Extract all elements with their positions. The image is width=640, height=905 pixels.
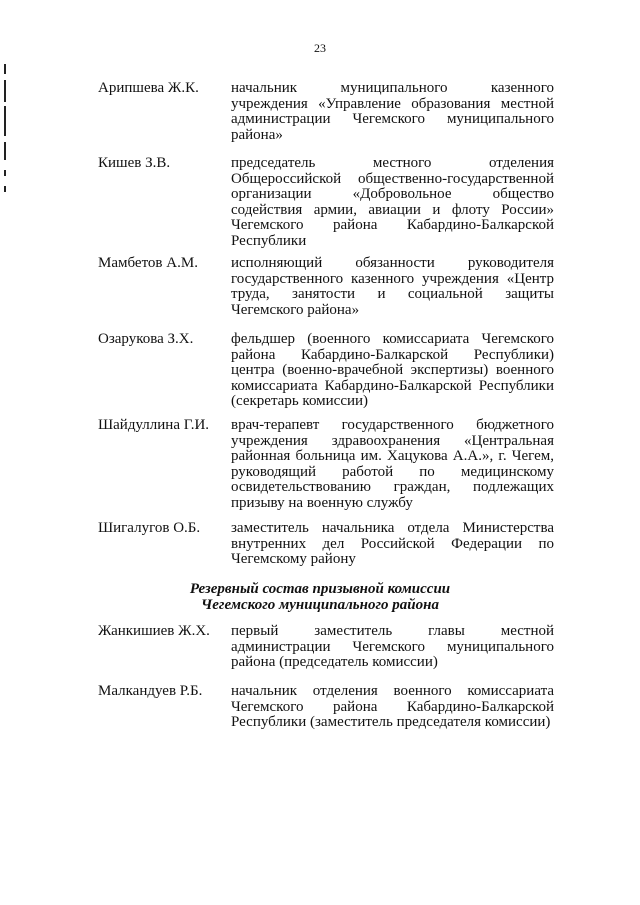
reserve-title-line-2: Чегемского муниципального района — [201, 596, 439, 613]
member-role: врач-терапевт государственного бюджетного учреждения здравоохранения «Центральная районная больница им. Хацукова А.А.», г. Чегем, руководящий работой по медицинскому освидетельствованию граждан, подлежащих призыву на военную службу — [231, 417, 554, 511]
member-role: председатель местного отделения Общероссийской общественно-государственной организации «Добровольное общество содействия армии, авиации и флоту России» Чегемского района Кабардино-Балкарской Республики — [231, 155, 554, 249]
member-role: первый заместитель главы местной администрации Чегемского муниципального района (председатель комиссии) — [231, 623, 554, 670]
reserve-title-line-1: Резервный состав призывной комиссии — [189, 581, 451, 597]
member-role: начальник муниципального казенного учреждения «Управление образования местной администрации Чегемского муниципального района» — [231, 80, 554, 143]
member-role: фельдшер (военного комиссариата Чегемского района Кабардино-Балкарской Республики) центра (военно-врачебной экспертизы) военного комиссариата Кабардино-Балкарской Республики (секретарь комиссии) — [231, 331, 554, 409]
member-name: Арипшева Ж.К. — [98, 80, 199, 96]
member-name: Шайдуллина Г.И. — [98, 417, 210, 433]
member-name: Шигалугов О.Б. — [98, 520, 201, 536]
member-name: Озарукова З.Х. — [98, 331, 194, 347]
member-role: начальник отделения военного комиссариата Чегемского района Кабардино-Балкарской Республики (заместитель председателя комиссии) — [231, 683, 554, 730]
member-name: Мамбетов А.М. — [98, 255, 198, 271]
member-name: Кишев З.В. — [98, 155, 171, 171]
member-name: Жанкишиев Ж.Х. — [98, 623, 210, 639]
member-role: заместитель начальника отдела Министерства внутренних дел Российской Федерации по Чегемскому району — [231, 520, 554, 567]
member-role: исполняющий обязанности руководителя государственного казенного учреждения «Центр труда, занятости и социальной защиты Чегемского района» — [231, 255, 554, 318]
member-name: Малкандуев Р.Б. — [98, 683, 203, 699]
page-number: 23 — [314, 41, 326, 55]
reserve-section-title — [0, 582, 640, 613]
